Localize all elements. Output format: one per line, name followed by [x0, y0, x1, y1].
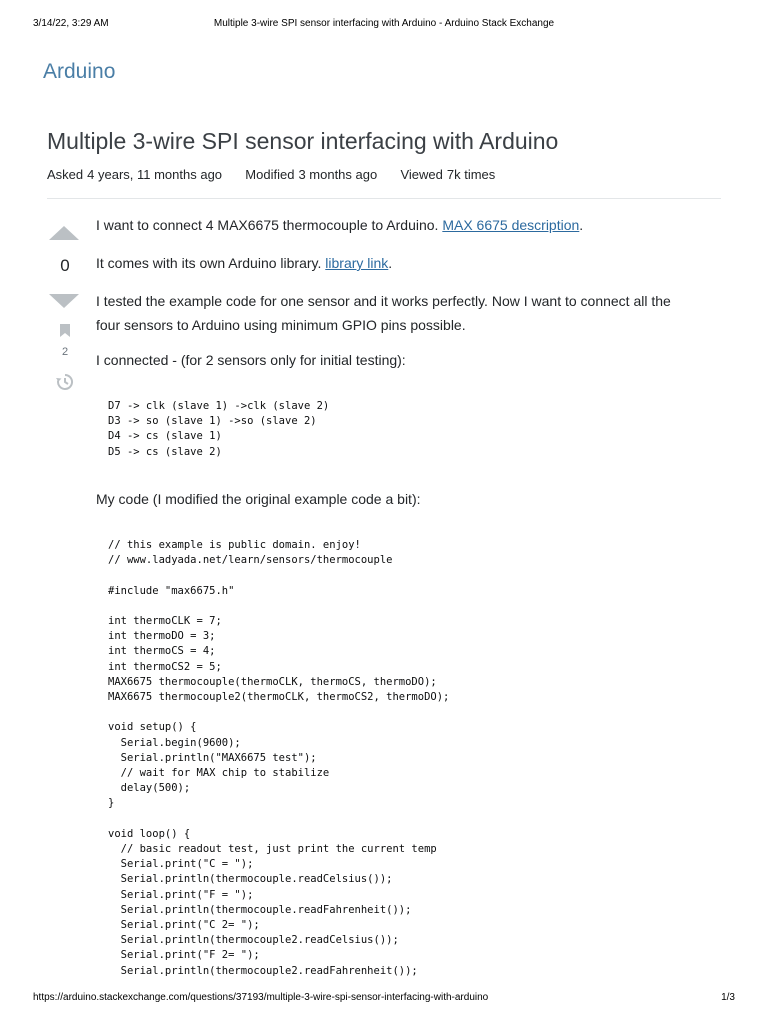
paragraph-1 — [96, 214, 583, 237]
site-name-link[interactable]: Arduino — [43, 60, 116, 83]
question-title[interactable]: Multiple 3-wire SPI sensor interfacing with Arduino — [47, 128, 559, 154]
bookmark-count: 2 — [61, 346, 69, 358]
print-datetime: 3/14/22, 3:29 AM — [33, 18, 109, 29]
sketch-code-block: // this example is public domain. enjoy! // www.ladyada.net/learn/sensors/thermocouple #include "max6675.h" int thermoCLK = 7; int thermoDO = 3; int thermoCS = 4; int thermoCS2 = 5; MAX6675 thermocouple(thermoCLK, thermoCS, thermoDO); MAX6675 thermocouple2(thermoCLK, thermoCS2, thermoDO); void setup() { Serial.begin(9600); Serial.println("MAX6675 test"); // wait for MAX chip to stabilize delay(500); } void loop() { // basic readout test, just print the current temp Serial.print("C = "); Serial.println(thermocouple.readCelsius()); Serial.print("F = "); Serial.println(thermocouple.readFahrenheit()); Serial.print("C 2= "); Serial.println(thermocouple2.readCelsius()); Serial.print("F 2= "); Serial.println(thermocouple2.readFahrenheit()); — [108, 539, 450, 977]
paragraph-5: My code (I modified the original example code a bit): — [96, 491, 421, 507]
max6675-description-link[interactable]: MAX 6675 description — [442, 217, 580, 233]
viewed-label: Viewed — [400, 167, 443, 182]
print-url: https://arduino.stackexchange.com/questions/37193/multiple-3-wire-spi-sensor-interfacing-with-arduino — [33, 992, 489, 1003]
print-header — [33, 18, 735, 32]
paragraph-2-end: . — [388, 255, 393, 271]
upvote-arrow-icon[interactable] — [49, 226, 79, 240]
print-footer — [33, 992, 735, 1006]
paragraph-4: I connected - (for 2 sensors only for initial testing): — [96, 352, 406, 368]
paragraph-1-text: I want to connect 4 MAX6675 thermocouple to Arduino. — [96, 217, 443, 233]
viewed-value: 7k times — [446, 167, 496, 182]
library-link[interactable]: library link — [325, 255, 389, 271]
bookmark-icon[interactable] — [60, 324, 70, 337]
paragraph-3: I tested the example code for one sensor and it works perfectly. Now I want to connect all the four sensors to Arduino using minimum GPIO pins possible. — [96, 293, 671, 333]
print-page-number: 1/3 — [721, 992, 735, 1003]
paragraph-2 — [96, 252, 392, 275]
asked-value[interactable]: 4 years, 11 months ago — [87, 167, 223, 182]
print-page-title: Multiple 3-wire SPI sensor interfacing with Arduino - Arduino Stack Exchange — [213, 18, 555, 29]
vote-count: 0 — [60, 256, 70, 275]
modified-value[interactable]: 3 months ago — [298, 167, 378, 182]
paragraph-2-text: It comes with its own Arduino library. — [96, 255, 326, 271]
question-meta — [47, 167, 495, 182]
wiring-code-block: D7 -> clk (slave 1) ->clk (slave 2) D3 -> so (slave 1) ->so (slave 2) D4 -> cs (slave 1) D5 -> cs (slave 2) — [108, 400, 330, 458]
history-icon[interactable] — [55, 372, 75, 392]
downvote-arrow-icon[interactable] — [49, 294, 79, 308]
paragraph-1-end: . — [579, 217, 584, 233]
header-divider — [47, 198, 721, 199]
modified-label: Modified — [245, 167, 295, 182]
asked-label: Asked — [47, 167, 84, 182]
